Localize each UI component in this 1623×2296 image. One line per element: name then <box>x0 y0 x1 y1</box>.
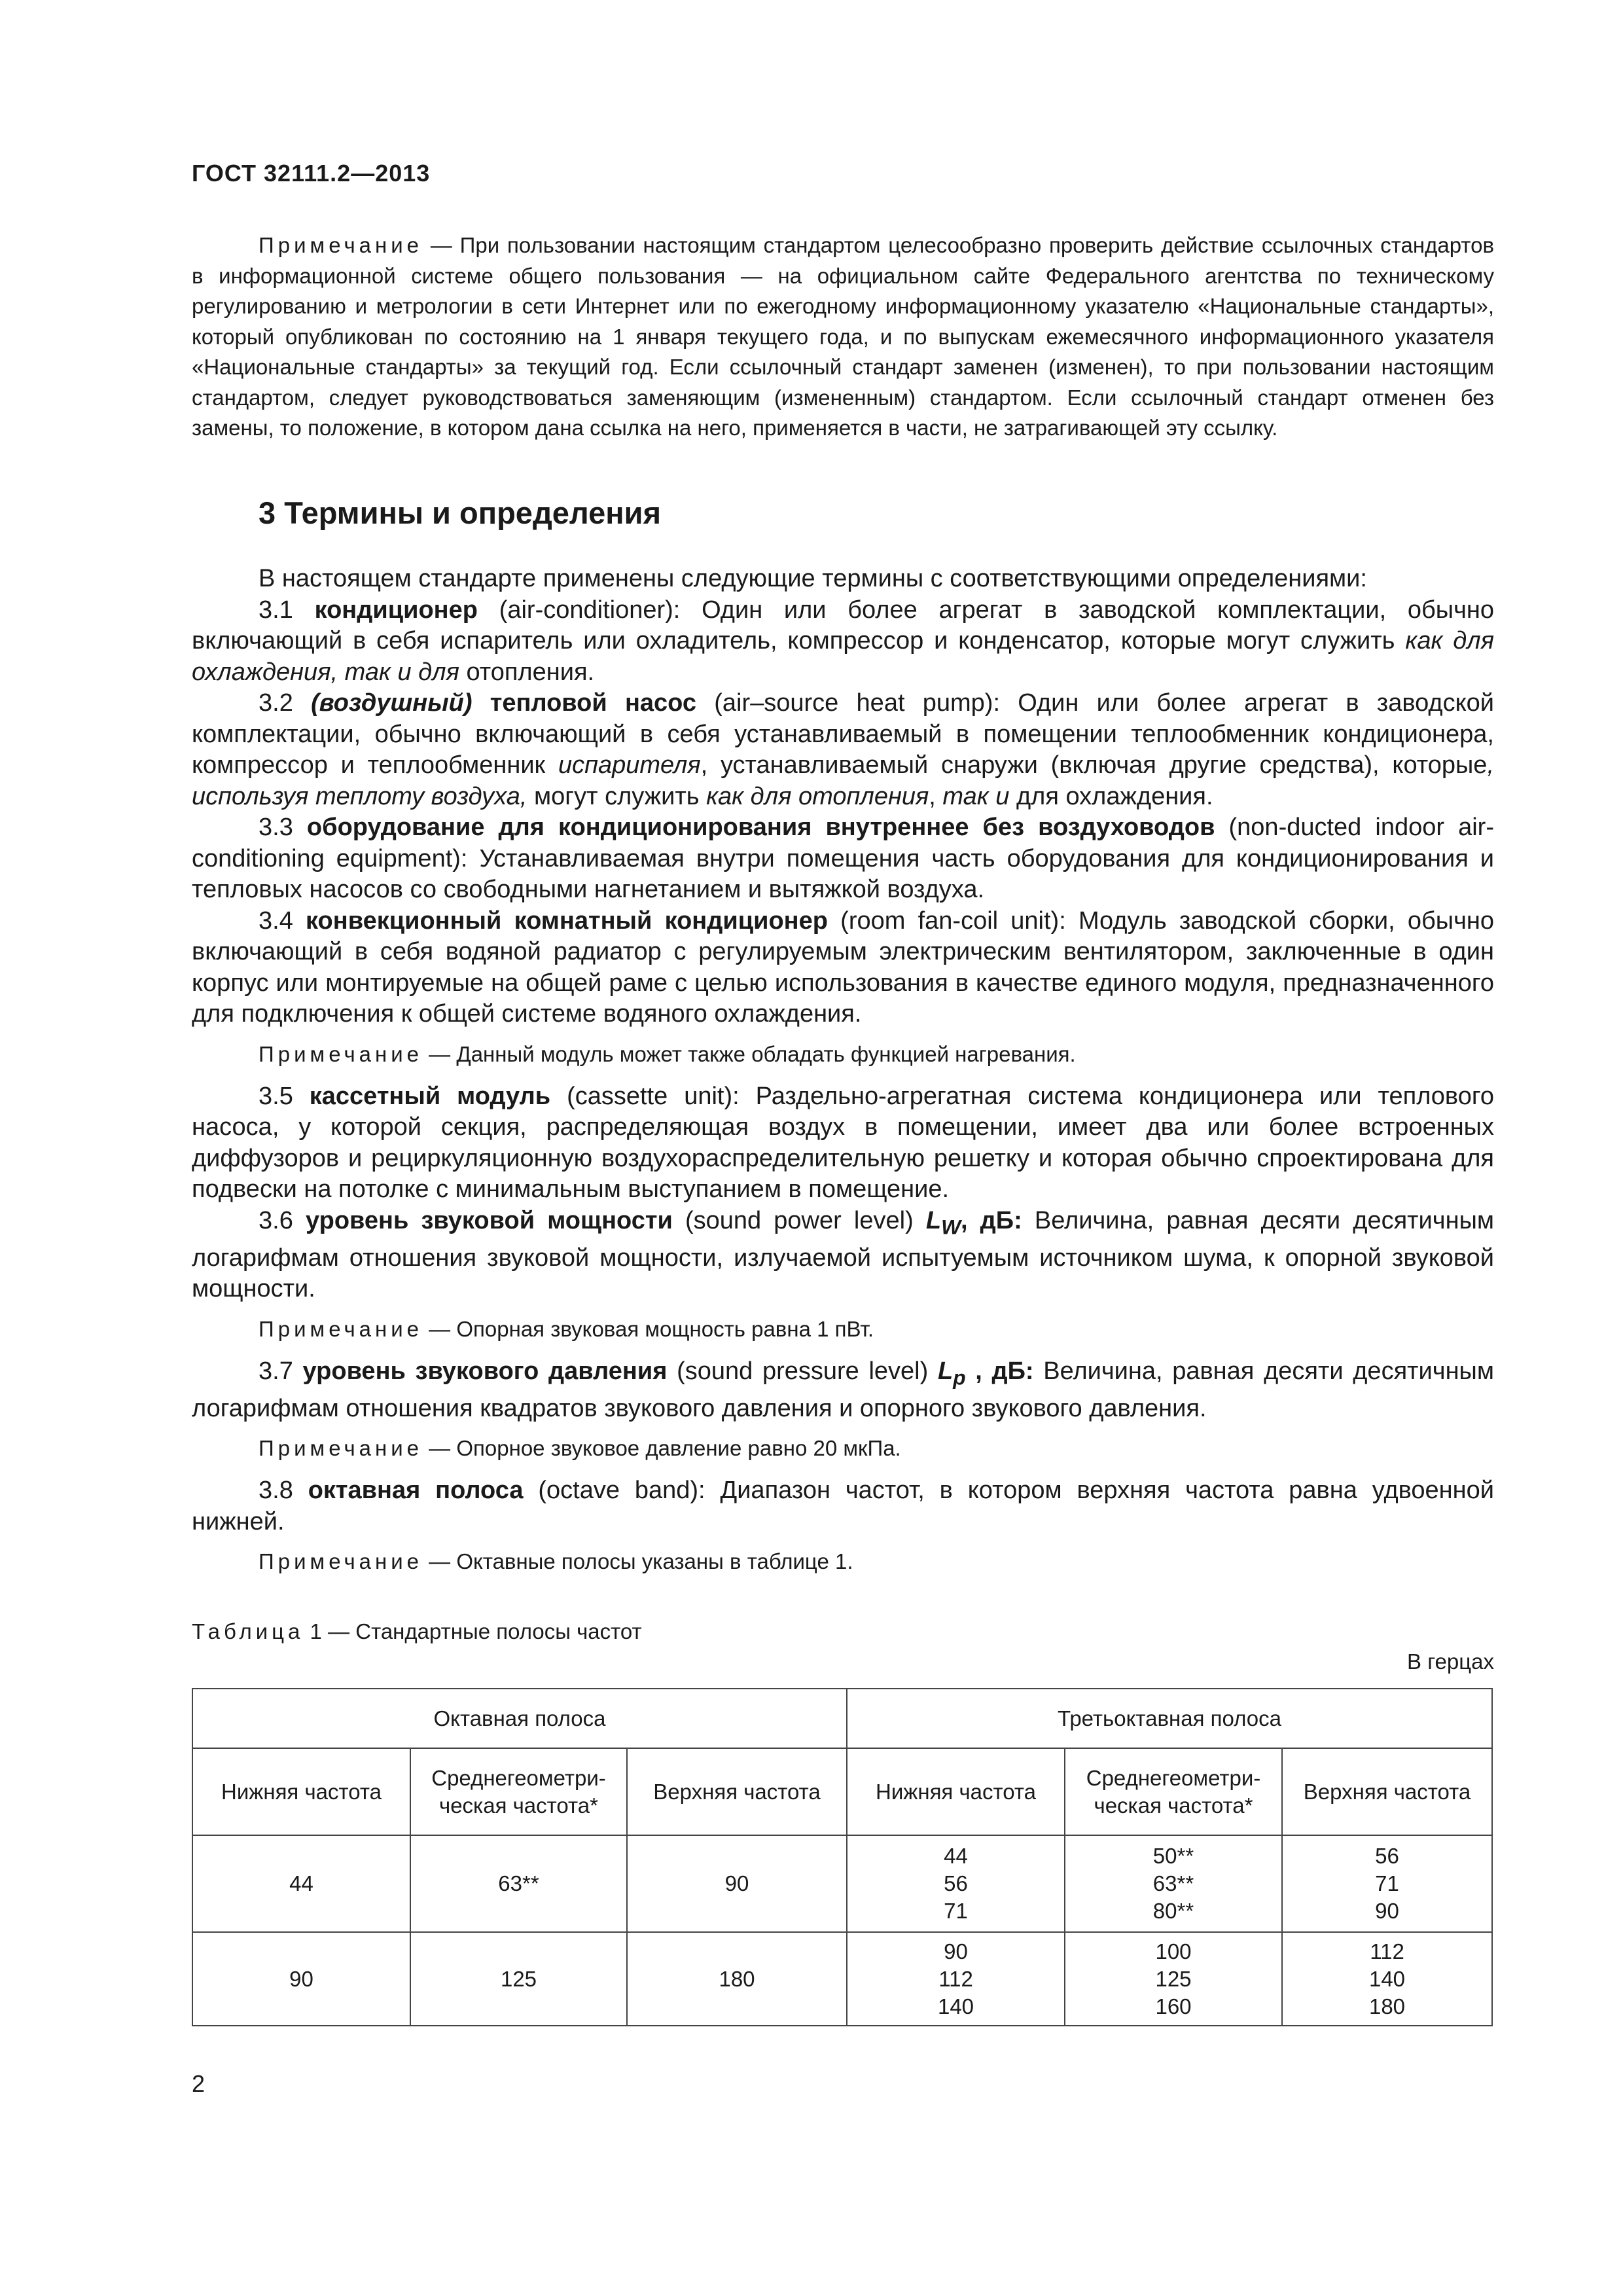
cell-octave-lower: 44 <box>192 1835 410 1932</box>
term-3-2 <box>192 688 1494 812</box>
cell-value: 140 <box>937 1994 974 2018</box>
cell-value: 100 <box>1155 1939 1192 1964</box>
lead-paragraph: В настоящем стандарте применены следующие термины с соответствующими определениями: <box>259 565 1367 592</box>
col-header-line: Среднегеометри- <box>1086 1765 1261 1790</box>
term-italic: как для охлаждения, так и для <box>192 627 1495 686</box>
col-header-line: ческая частота* <box>1094 1793 1253 1818</box>
cell-octave-lower: 90 <box>192 1932 410 2026</box>
term-name: кассетный модуль <box>309 1082 551 1110</box>
term-definition: , <box>929 782 943 810</box>
note-text: — Октавные полосы указаны в таблице 1. <box>423 1549 853 1574</box>
cell-value: 80** <box>1152 1899 1194 1923</box>
col-header-octave-upper: Верхняя частота <box>627 1748 847 1835</box>
term-3-7 <box>192 1356 1494 1425</box>
term-3-6-note <box>192 1314 1494 1344</box>
cell-third-center <box>1065 1932 1282 2026</box>
term-3-8-note <box>192 1547 1494 1577</box>
table-group-header-row <box>192 1689 1492 1748</box>
term-number: 3.1 <box>259 596 315 624</box>
term-3-3 <box>192 812 1494 906</box>
col-header-octave-center <box>410 1748 627 1835</box>
term-name: тепловой насос <box>472 689 697 717</box>
cell-value: 71 <box>1375 1871 1399 1895</box>
term-3-4-note <box>192 1039 1494 1069</box>
term-number: 3.6 <box>259 1206 306 1234</box>
unit: , дБ: <box>965 1357 1034 1385</box>
term-3-1 <box>192 595 1494 689</box>
term-name-italic: (воздушный) <box>311 689 473 717</box>
cell-third-upper <box>1282 1932 1492 2026</box>
cell-octave-center: 125 <box>410 1932 627 2026</box>
cell-value: 112 <box>938 1966 973 1991</box>
table-row <box>192 1932 1492 2026</box>
cell-third-center <box>1065 1835 1282 1932</box>
note-label: Примечание <box>259 1041 423 1066</box>
term-number: 3.5 <box>259 1082 310 1110</box>
intro-note <box>192 230 1494 444</box>
term-name: оборудование для кондиционирования внутреннее без воздуховодов <box>306 814 1215 841</box>
symbol-subscript: p <box>953 1365 966 1390</box>
cell-third-lower <box>847 1835 1065 1932</box>
col-header-octave-lower: Нижняя частота <box>192 1748 410 1835</box>
term-definition: (room fan-coil unit): Модуль заводской сборки, обычно включающий в себя водяной радиатор с регулируемым электрическим вентилятором, заключенные в один корпус или монтируемые на общей раме с целью использования в качестве единого модуля, предназначенного для подключения к общей системе водяного охлаждения. <box>192 906 1495 1028</box>
symbol: L <box>937 1357 954 1385</box>
term-italic: как для отопления <box>706 782 929 810</box>
term-number: 3.2 <box>259 689 312 717</box>
term-number: 3.8 <box>259 1477 308 1505</box>
term-italic: испарителя <box>558 751 701 779</box>
term-definition: (cassette unit): Раздельно-агрегатная система кондиционера или теплового насоса, у которой секция, распределяющая воздух в помещении, имеет два или более встроенных диффузоров и рециркуляционную воздухораспределительную решетку и которая обычно спроектирована для подвески на потолке с минимальным выступанием в помещение. <box>192 1082 1494 1203</box>
term-definition: (octave band): Диапазон частот, в котором верхняя частота равна удвоенной нижней. <box>192 1477 1494 1535</box>
page-number: 2 <box>192 2070 205 2097</box>
term-name: уровень звукового давления <box>302 1357 668 1385</box>
term-definition-end: Величина, равная десяти десятичным логарифмам отношения звуковой мощности, излучаемой испытуемым источником шума, к опорной звуковой мощности. <box>192 1206 1495 1303</box>
term-italic: , используя теплоту воздуха, <box>192 751 1494 810</box>
cell-value: 90 <box>1375 1899 1399 1923</box>
term-name: октавная полоса <box>308 1477 524 1505</box>
table-row <box>192 1835 1492 1932</box>
unit: , дБ: <box>960 1206 1022 1234</box>
note-label: Примечание <box>259 1549 423 1574</box>
col-header-third-center <box>1065 1748 1282 1835</box>
table-caption <box>192 1619 642 1644</box>
cell-value: 140 <box>1368 1966 1406 1991</box>
cell-value: 112 <box>1370 1939 1404 1964</box>
cell-value: 125 <box>1155 1966 1192 1991</box>
table-units: В герцах <box>1407 1649 1494 1674</box>
cell-value: 44 <box>944 1844 968 1868</box>
cell-value: 63** <box>1152 1871 1194 1895</box>
cell-third-upper <box>1282 1835 1492 1932</box>
term-italic: так и <box>942 782 1010 810</box>
term-name: уровень звуковой мощности <box>305 1206 673 1234</box>
cell-third-lower <box>847 1932 1065 2026</box>
term-3-7-note <box>192 1433 1494 1463</box>
col-header-third-upper: Верхняя частота <box>1282 1748 1492 1835</box>
col-header-third-lower: Нижняя частота <box>847 1748 1065 1835</box>
term-definition: , устанавливаемый снаружи (включая другие средства), которые <box>700 751 1488 779</box>
note-text: — Опорное звуковое давление равно 20 мкПа. <box>423 1436 901 1461</box>
term-3-5 <box>192 1081 1494 1206</box>
note-text: — Опорная звуковая мощность равна 1 пВт. <box>423 1316 874 1341</box>
cell-value: 56 <box>944 1871 968 1895</box>
term-number: 3.4 <box>259 906 306 935</box>
cell-value: 160 <box>1155 1994 1192 2018</box>
cell-octave-upper: 180 <box>627 1932 847 2026</box>
cell-octave-center: 63** <box>410 1835 627 1932</box>
note-text: — Данный модуль может также обладать функцией нагревания. <box>423 1041 1076 1066</box>
term-definition: (sound power level) <box>672 1206 926 1234</box>
term-definition-end: для охлаждения. <box>1009 782 1213 810</box>
cell-value: 90 <box>944 1939 968 1964</box>
term-3-6 <box>192 1206 1494 1305</box>
term-3-8 <box>192 1475 1494 1537</box>
term-definition: могут служить <box>527 782 707 810</box>
standard-header: ГОСТ 32111.2—2013 <box>192 160 431 187</box>
col-header-line: Среднегеометри- <box>431 1765 606 1790</box>
intro-note-text: — При пользовании настоящим стандартом целесообразно проверить действие ссылочных стандартов в информационной системе общего пользования — на официальном сайте Федерального агентства по техническому регулированию и метрологии в сети Интернет или по ежегодному информационному указателю «Национальные стандарты», который опубликован по состоянию на 1 января текущего года, и по выпускам ежемесячного информационного указателя «Национальные стандарты» за текущий год. Если ссылочный стандарт заменен (изменен), то при пользовании настоящим стандартом, следует руководствоваться заменяющим (измененным) стандартом. Если ссылочный стандарт отменен без замены, то положение, в котором дана ссылка на него, применяется в части, не затрагивающей эту ссылку. <box>192 233 1494 440</box>
table-caption-label: Таблица <box>192 1619 304 1643</box>
term-name: конвекционный комнатный кондиционер <box>306 906 828 935</box>
term-name: кондиционер <box>314 596 478 624</box>
cell-value: 71 <box>944 1899 968 1923</box>
group-header-octave: Октавная полоса <box>192 1689 847 1748</box>
term-definition-end: Величина, равная десяти десятичным логарифмам отношения квадратов звукового давления и опорного звукового давления. <box>192 1357 1494 1422</box>
term-number: 3.7 <box>259 1357 303 1385</box>
symbol: L <box>925 1206 942 1234</box>
table-column-header-row <box>192 1748 1492 1835</box>
term-definition: (non-ducted indoor air-conditioning equipment): Устанавливаемая внутри помещения часть оборудования для кондиционирования и тепловых насосов со свободными нагнетанием и вытяжкой воздуха. <box>192 814 1494 903</box>
note-label: Примечание <box>259 1316 423 1341</box>
col-header-line: ческая частота* <box>439 1793 598 1818</box>
term-3-4 <box>192 906 1494 1030</box>
note-label: Примечание <box>259 233 423 257</box>
group-header-third-octave: Третьоктавная полоса <box>847 1689 1492 1748</box>
cell-value: 56 <box>1375 1844 1399 1868</box>
section-title: 3 Термины и определения <box>259 495 661 530</box>
cell-value: 50** <box>1152 1844 1194 1868</box>
term-definition-end: отопления. <box>459 658 595 686</box>
term-number: 3.3 <box>259 814 307 841</box>
table-caption-text: 1 — Стандартные полосы частот <box>304 1619 642 1643</box>
note-label: Примечание <box>259 1436 423 1461</box>
term-definition: (air-conditioner): Один или более агрегат в заводской комплектации, обычно включающий в себя испаритель или охладитель, компрессор и конденсатор, которые могут служить <box>192 596 1495 655</box>
cell-octave-upper: 90 <box>627 1835 847 1932</box>
cell-value: 180 <box>1368 1994 1406 2018</box>
frequency-bands-table <box>192 1688 1493 2026</box>
term-definition: (air–source heat pump): Один или более агрегат в заводской комплектации, обычно включающий в себя устанавливаемый в помещении теплообменник кондиционера, компрессор и теплообменник <box>192 689 1494 779</box>
term-definition: (sound pressure level) <box>667 1357 938 1385</box>
symbol-subscript: W <box>941 1215 961 1239</box>
terms-body <box>192 564 1494 1577</box>
